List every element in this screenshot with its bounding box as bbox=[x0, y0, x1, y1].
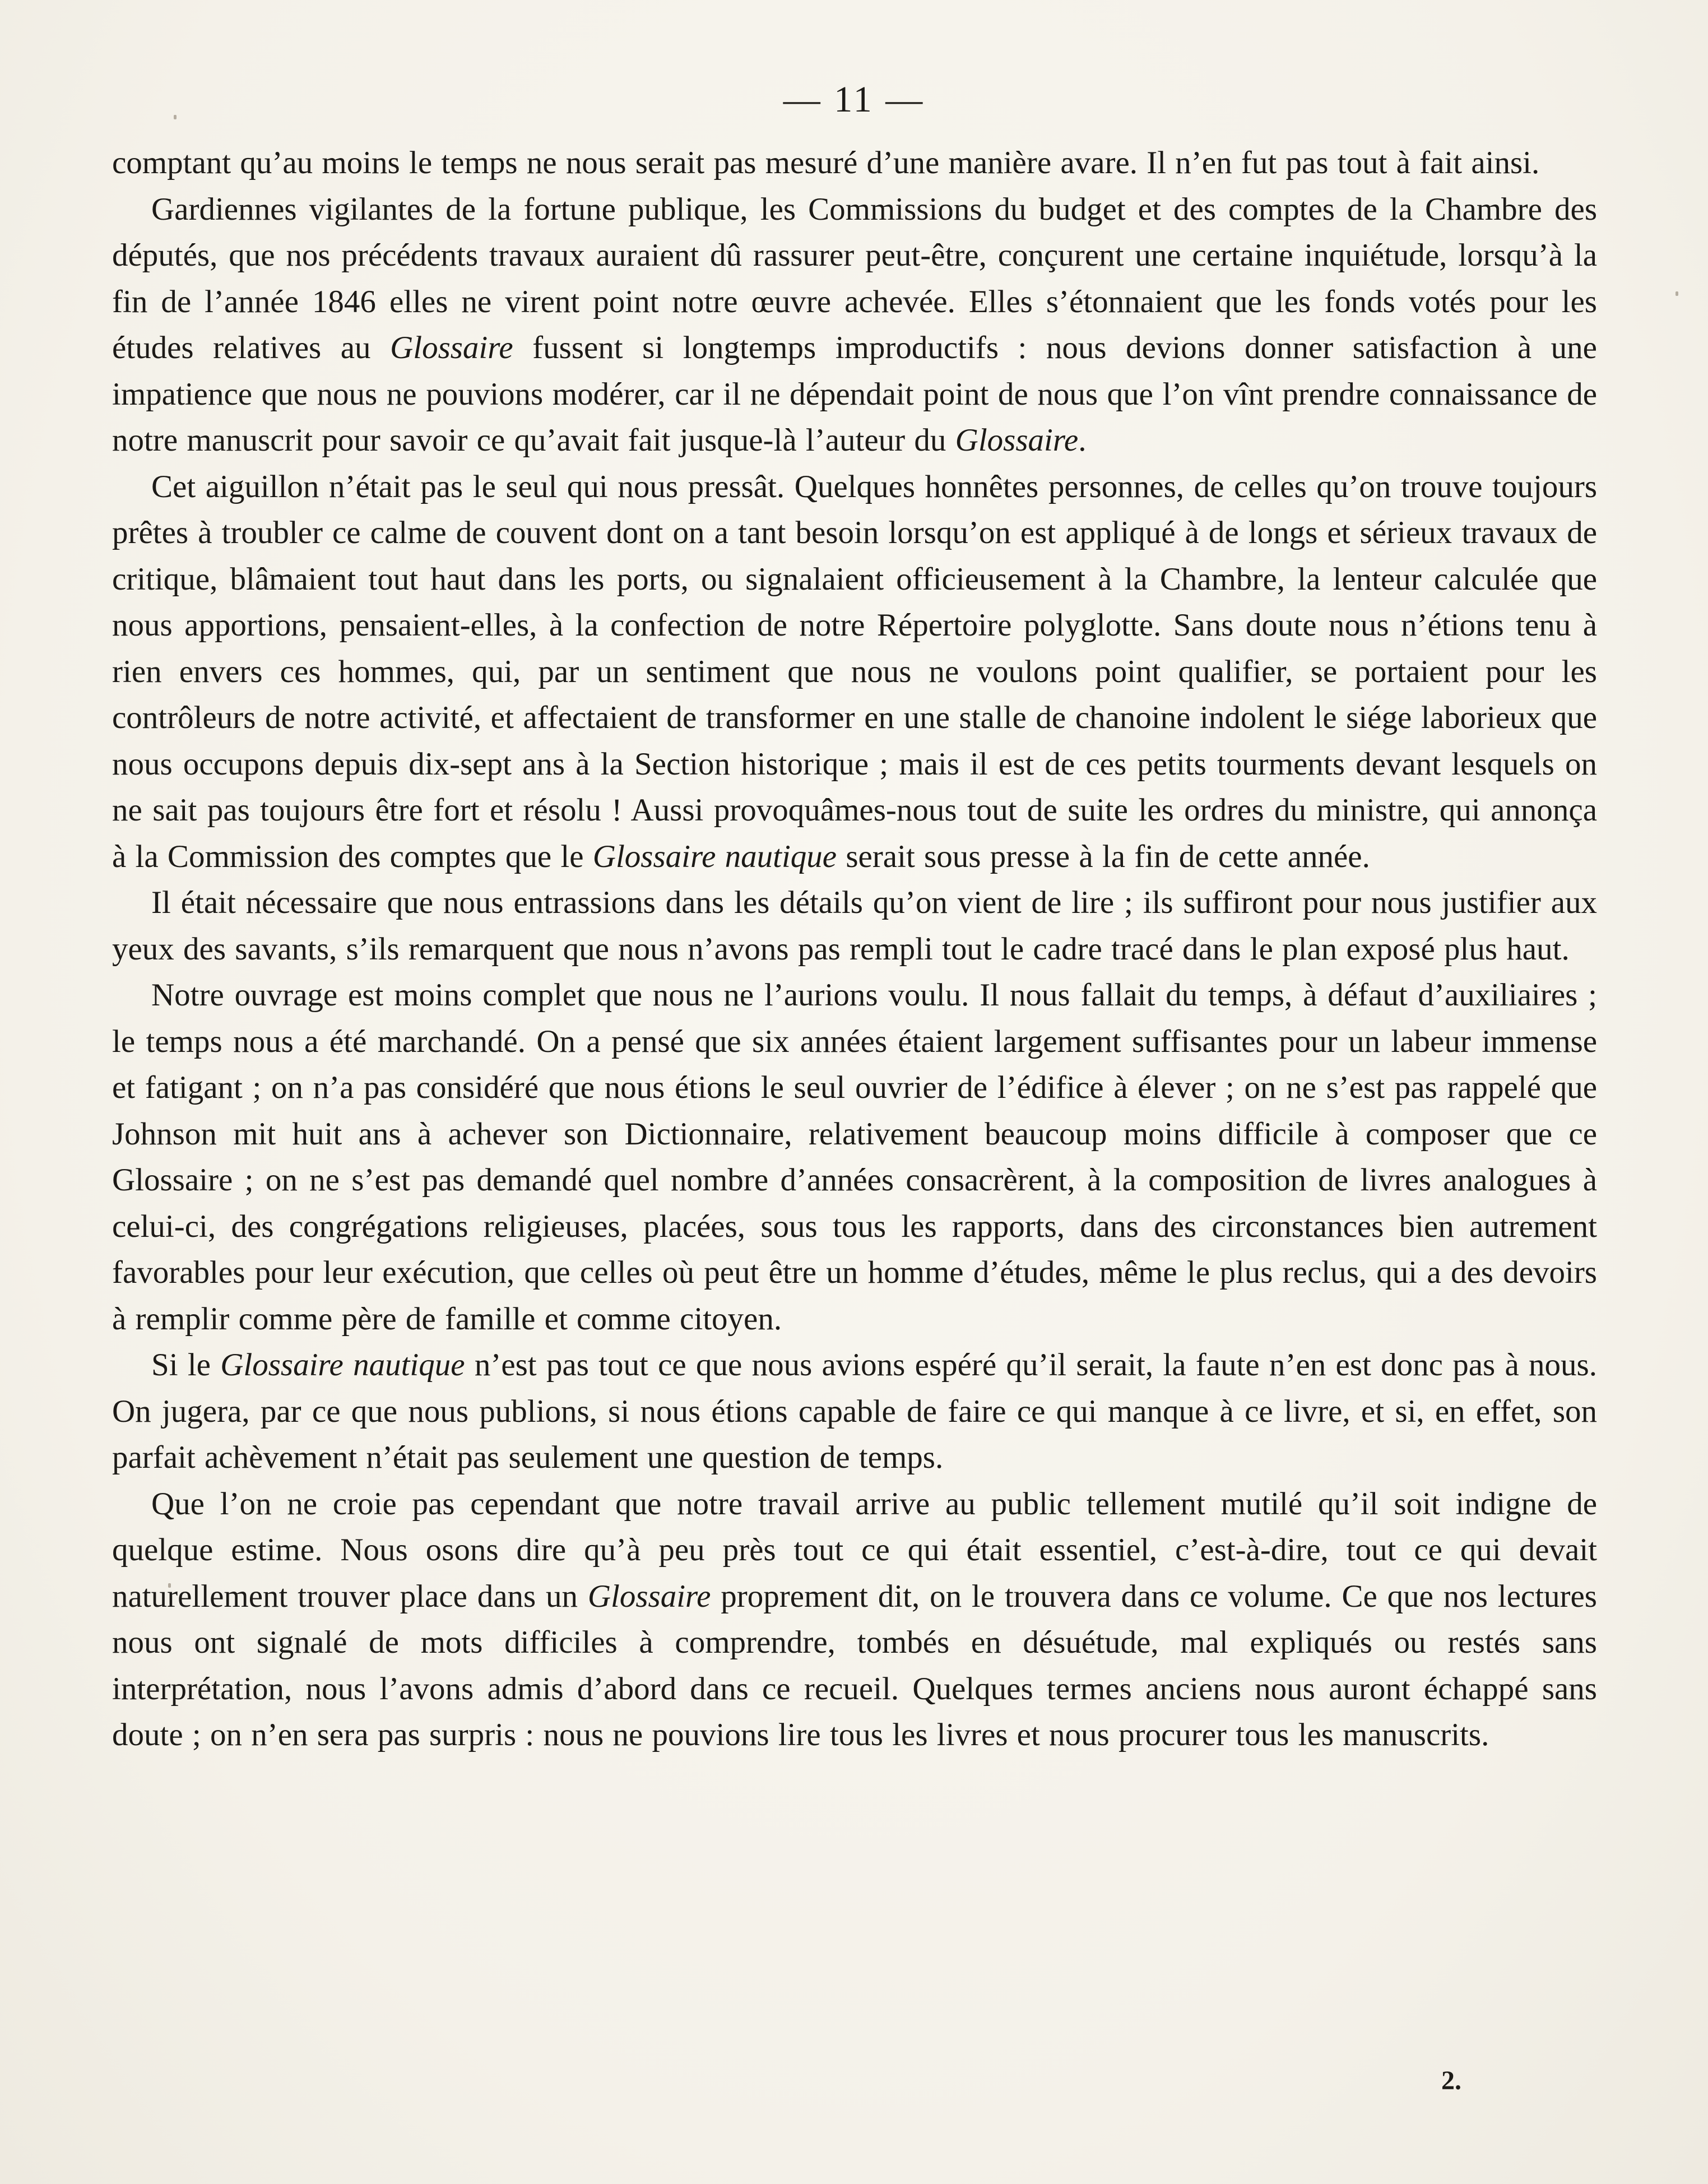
paragraph-4: Il était nécessaire que nous entrassions dans les détails qu’on vient de lire ; ils suffiront pour nous justifier aux yeux des savants, s’ils remarquent que nous n’avons pas rempli tout le cadre tracé dans le plan exposé plus haut. bbox=[112, 885, 1597, 967]
signature-mark: 2. bbox=[1441, 2066, 1461, 2095]
page-number: — 11 — bbox=[783, 79, 925, 120]
paper-speck bbox=[1675, 291, 1678, 296]
body-text bbox=[112, 140, 1597, 1759]
paragraph-2: Gardiennes vigilantes de la fortune publique, les Commissions du budget et des comptes de la Chambre des députés, que nos précédents travaux auraient dû rassurer peut-être, conçurent une certaine inquiétude, lorsqu’à la fin de l’année 1846 elles ne virent point notre œuvre achevée. Elles s’étonnaient que les fonds votés pour les études relatives au Glossaire fussent si longtemps improductifs : nous devions donner satisfaction à une impatience que nous ne pouvions modérer, car il ne dépendait point de nous que l’on vînt prendre connaissance de notre manuscrit pour savoir ce qu’avait fait jusque-là l’auteur du Glossaire. bbox=[112, 191, 1597, 458]
paragraph-5: Notre ouvrage est moins complet que nous ne l’aurions voulu. Il nous fallait du temps, à défaut d’auxiliaires ; le temps nous a été marchandé. On a pensé que six années étaient largement suffisantes pour un labeur immense et fatigant ; on n’a pas considéré que nous étions le seul ouvrier de l’édifice à élever ; on ne s’est pas rappelé que Johnson mit huit ans à achever son Dictionnaire, relativement beaucoup moins difficile à composer que ce Glossaire ; on ne s’est pas demandé quel nombre d’années consacrèrent, à la composition de livres analogues à celui-ci, des congrégations religieuses, placées, sous tous les rapports, dans des circonstances bien autrement favorables pour leur exécution, que celles où peut être un homme d’études, même le plus reclus, qui a des devoirs à remplir comme père de famille et comme citoyen. bbox=[112, 977, 1597, 1337]
paragraph-3: Cet aiguillon n’était pas le seul qui nous pressât. Quelques honnêtes personnes, de celles qu’on trouve toujours prêtes à troubler ce calme de couvent dont on a tant besoin lorsqu’on est appliqué à de longs et sérieux travaux de critique, blâmaient tout haut dans les ports, ou signalaient officieusement à la Chambre, la lenteur calculée que nous apportions, pensaient-elles, à la confection de notre Répertoire polyglotte. Sans doute nous n’étions tenu à rien envers ces hommes, qui, par un sentiment que nous ne voulons point qualifier, se portaient pour les contrôleurs de notre activité, et affectaient de transformer en une stalle de chanoine indolent le siége laborieux que nous occupons depuis dix-sept ans à la Section historique ; mais il est de ces petits tourments devant lesquels on ne sait pas toujours être fort et résolu ! Aussi provoquâmes-nous tout de suite les ordres du ministre, qui annonça à la Commission des comptes que le Glossaire nautique serait sous presse à la fin de cette année. bbox=[112, 469, 1597, 874]
paragraph-6: Si le Glossaire nautique n’est pas tout ce que nous avions espéré qu’il serait, la faute n’en est donc pas à nous. On jugera, par ce que nous publions, si nous étions capable de faire ce qui manque à ce livre, et si, en effet, son parfait achèvement n’était pas seulement une question de temps. bbox=[112, 1347, 1597, 1475]
paragraph-1: comptant qu’au moins le temps ne nous serait pas mesuré d’une manière avare. Il n’en fut pas tout à fait ainsi. bbox=[112, 145, 1540, 180]
paragraph-7: Que l’on ne croie pas cependant que notre travail arrive au public tellement mutilé qu’il soit indigne de quelque estime. Nous osons dire qu’à peu près tout ce qui était essentiel, c’est-à-dire, tout ce qui devait naturellement trouver place dans un Glossaire proprement dit, on le trouvera dans ce volume. Ce que nos lectures nous ont signalé de mots difficiles à comprendre, tombés en désuétude, mal expliqués ou restés sans interprétation, nous l’avons admis d’abord dans ce recueil. Quelques termes anciens nous auront échappé sans doute ; on n’en sera pas surpris : nous ne pouvions lire tous les livres et nous procurer tous les manuscrits. bbox=[112, 1486, 1597, 1752]
